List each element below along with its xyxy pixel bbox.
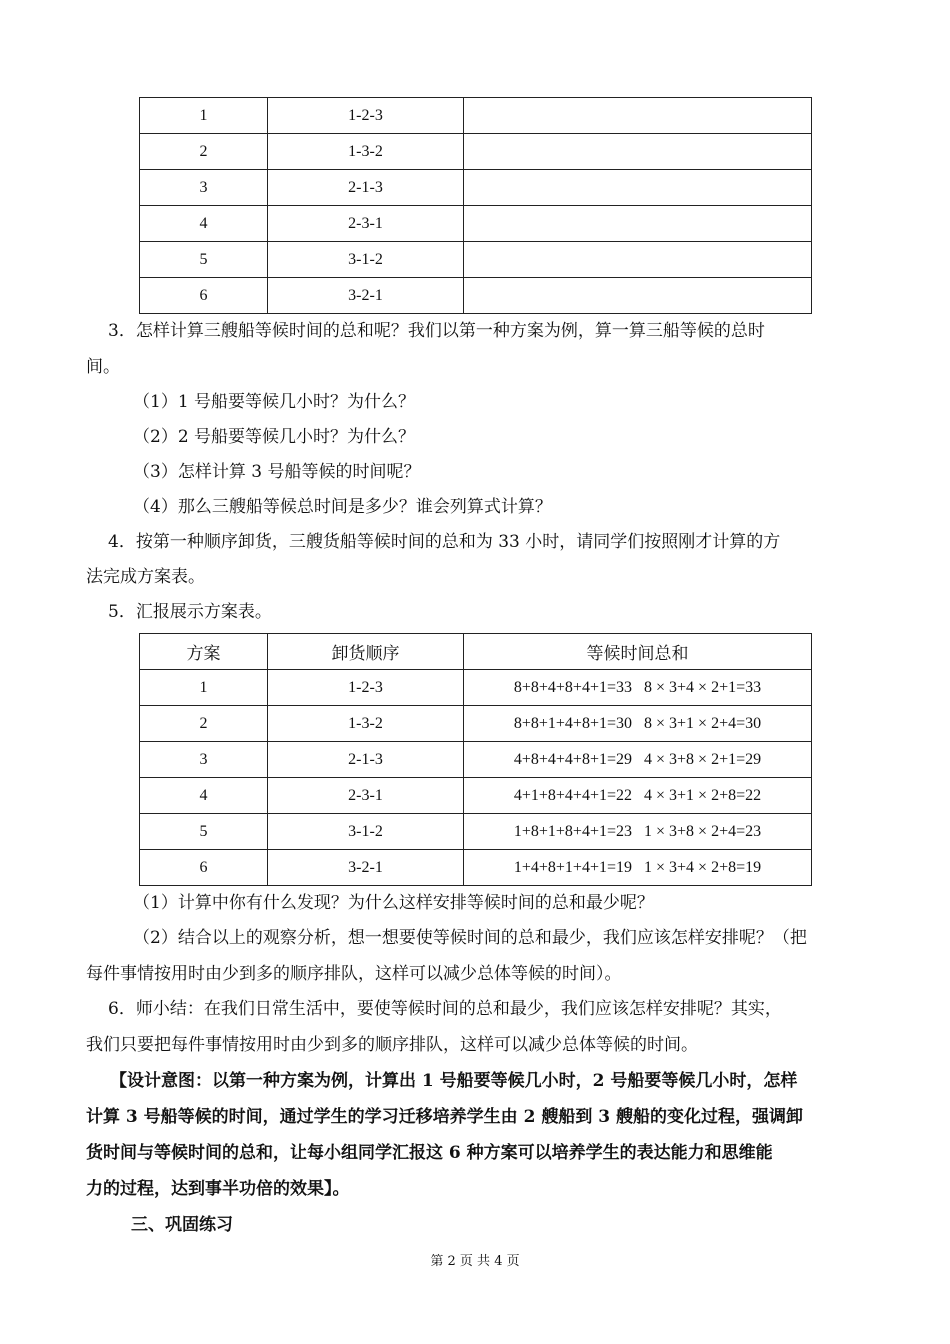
design-intent-line-1: 【设计意图：以第一种方案为例，计算出 1 号船要等候几小时，2 号船要等候几小时，怎样 (110, 1071, 798, 1091)
unload-order: 2-1-3 (268, 170, 464, 206)
wait-total (464, 170, 812, 206)
design-intent-line-4: 力的过程，达到事半功倍的效果】。 (86, 1179, 350, 1199)
plan-number: 4 (140, 778, 268, 814)
paragraph-4-line-1: 4．按第一种顺序卸货，三艘货船等候时间的总和为 33 小时，请同学们按照刚才计算的方 (108, 532, 781, 552)
sum-expression: 1+8+1+8+4+1=23 (513, 822, 632, 840)
order-table-results (139, 633, 812, 886)
plan-number: 1 (140, 670, 268, 706)
header-wait-total: 等候时间总和 (464, 634, 812, 670)
sum-expression: 8+8+4+8+4+1=33 (513, 678, 632, 696)
plan-number: 3 (140, 170, 268, 206)
unload-order: 1-2-3 (268, 98, 464, 134)
plan-number: 4 (140, 206, 268, 242)
order-table-blank (139, 97, 812, 314)
design-intent-line-3: 货时间与等候时间的总和，让每小组同学汇报这 6 种方案可以培养学生的表达能力和思维能 (86, 1143, 773, 1163)
section-heading: 三、巩固练习 (131, 1215, 233, 1235)
plan-number: 6 (140, 278, 268, 314)
table-header-row (140, 634, 812, 670)
unload-order: 1-2-3 (268, 670, 464, 706)
question-2: （2）2 号船要等候几小时？为什么？ (133, 427, 416, 447)
table-row (140, 134, 812, 170)
question-1: （1）1 号船要等候几小时？为什么？ (133, 392, 416, 412)
mult-expression: 4 × 3+1 × 2+8=22 (644, 786, 762, 804)
wait-total (464, 742, 812, 778)
wait-total (464, 850, 812, 886)
table-row (140, 170, 812, 206)
summary-line-2: 我们只要把每件事情按用时由少到多的顺序排队，这样可以减少总体等候的时间。 (86, 1035, 698, 1055)
unload-order: 3-2-1 (268, 278, 464, 314)
sum-expression: 4+8+4+4+8+1=29 (513, 750, 632, 768)
wait-total (464, 206, 812, 242)
plan-number: 3 (140, 742, 268, 778)
discussion-2-line-1: （2）结合以上的观察分析，想一想要使等候时间的总和最少，我们应该怎样安排呢？（把 (133, 928, 807, 948)
wait-total (464, 670, 812, 706)
header-plan: 方案 (140, 634, 268, 670)
plan-number: 2 (140, 706, 268, 742)
table-row (140, 206, 812, 242)
wait-total (464, 134, 812, 170)
plan-number: 2 (140, 134, 268, 170)
header-order: 卸货顺序 (268, 634, 464, 670)
wait-total (464, 98, 812, 134)
paragraph-4-line-2: 法完成方案表。 (86, 567, 205, 587)
table-row (140, 778, 812, 814)
unload-order: 2-3-1 (268, 206, 464, 242)
wait-total (464, 278, 812, 314)
table-row (140, 706, 812, 742)
mult-expression: 1 × 3+8 × 2+4=23 (644, 822, 762, 840)
discussion-1: （1）计算中你有什么发现？为什么这样安排等候时间的总和最少呢？ (133, 893, 654, 913)
unload-order: 2-1-3 (268, 742, 464, 778)
mult-expression: 8 × 3+4 × 2+1=33 (644, 678, 762, 696)
sum-expression: 8+8+1+4+8+1=30 (513, 714, 632, 732)
paragraph-5: 5．汇报展示方案表。 (108, 602, 272, 622)
page-footer: 第 2 页 共 4 页 (430, 1254, 520, 1269)
wait-total (464, 242, 812, 278)
table-row (140, 850, 812, 886)
table-row (140, 814, 812, 850)
question-3: （3）怎样计算 3 号船等候的时间呢？ (133, 462, 421, 482)
unload-order: 3-1-2 (268, 814, 464, 850)
plan-number: 6 (140, 850, 268, 886)
paragraph-3-line-2: 间。 (86, 357, 120, 377)
sum-expression: 1+4+8+1+4+1=19 (513, 858, 632, 876)
summary-line-1: 6．师小结：在我们日常生活中，要使等候时间的总和最少，我们应该怎样安排呢？其实， (108, 999, 782, 1019)
table-row (140, 98, 812, 134)
paragraph-3-line-1: 3．怎样计算三艘船等候时间的总和呢？我们以第一种方案为例，算一算三船等候的总时 (108, 321, 765, 341)
table-row (140, 742, 812, 778)
sum-expression: 4+1+8+4+4+1=22 (513, 786, 632, 804)
unload-order: 3-2-1 (268, 850, 464, 886)
mult-expression: 1 × 3+4 × 2+8=19 (644, 858, 762, 876)
design-intent-line-2: 计算 3 号船等候的时间，通过学生的学习迁移培养学生由 2 艘船到 3 艘船的变化过程，强调卸 (86, 1107, 803, 1127)
wait-total (464, 706, 812, 742)
table-row (140, 242, 812, 278)
unload-order: 2-3-1 (268, 778, 464, 814)
table-row (140, 670, 812, 706)
plan-number: 5 (140, 242, 268, 278)
mult-expression: 8 × 3+1 × 2+4=30 (644, 714, 762, 732)
unload-order: 1-3-2 (268, 134, 464, 170)
unload-order: 1-3-2 (268, 706, 464, 742)
mult-expression: 4 × 3+8 × 2+1=29 (644, 750, 762, 768)
plan-number: 1 (140, 98, 268, 134)
wait-total (464, 778, 812, 814)
discussion-2-line-2: 每件事情按用时由少到多的顺序排队，这样可以减少总体等候的时间）。 (86, 964, 622, 984)
plan-number: 5 (140, 814, 268, 850)
wait-total (464, 814, 812, 850)
unload-order: 3-1-2 (268, 242, 464, 278)
question-4: （4）那么三艘船等候总时间是多少？谁会列算式计算？ (133, 497, 552, 517)
table-row (140, 278, 812, 314)
